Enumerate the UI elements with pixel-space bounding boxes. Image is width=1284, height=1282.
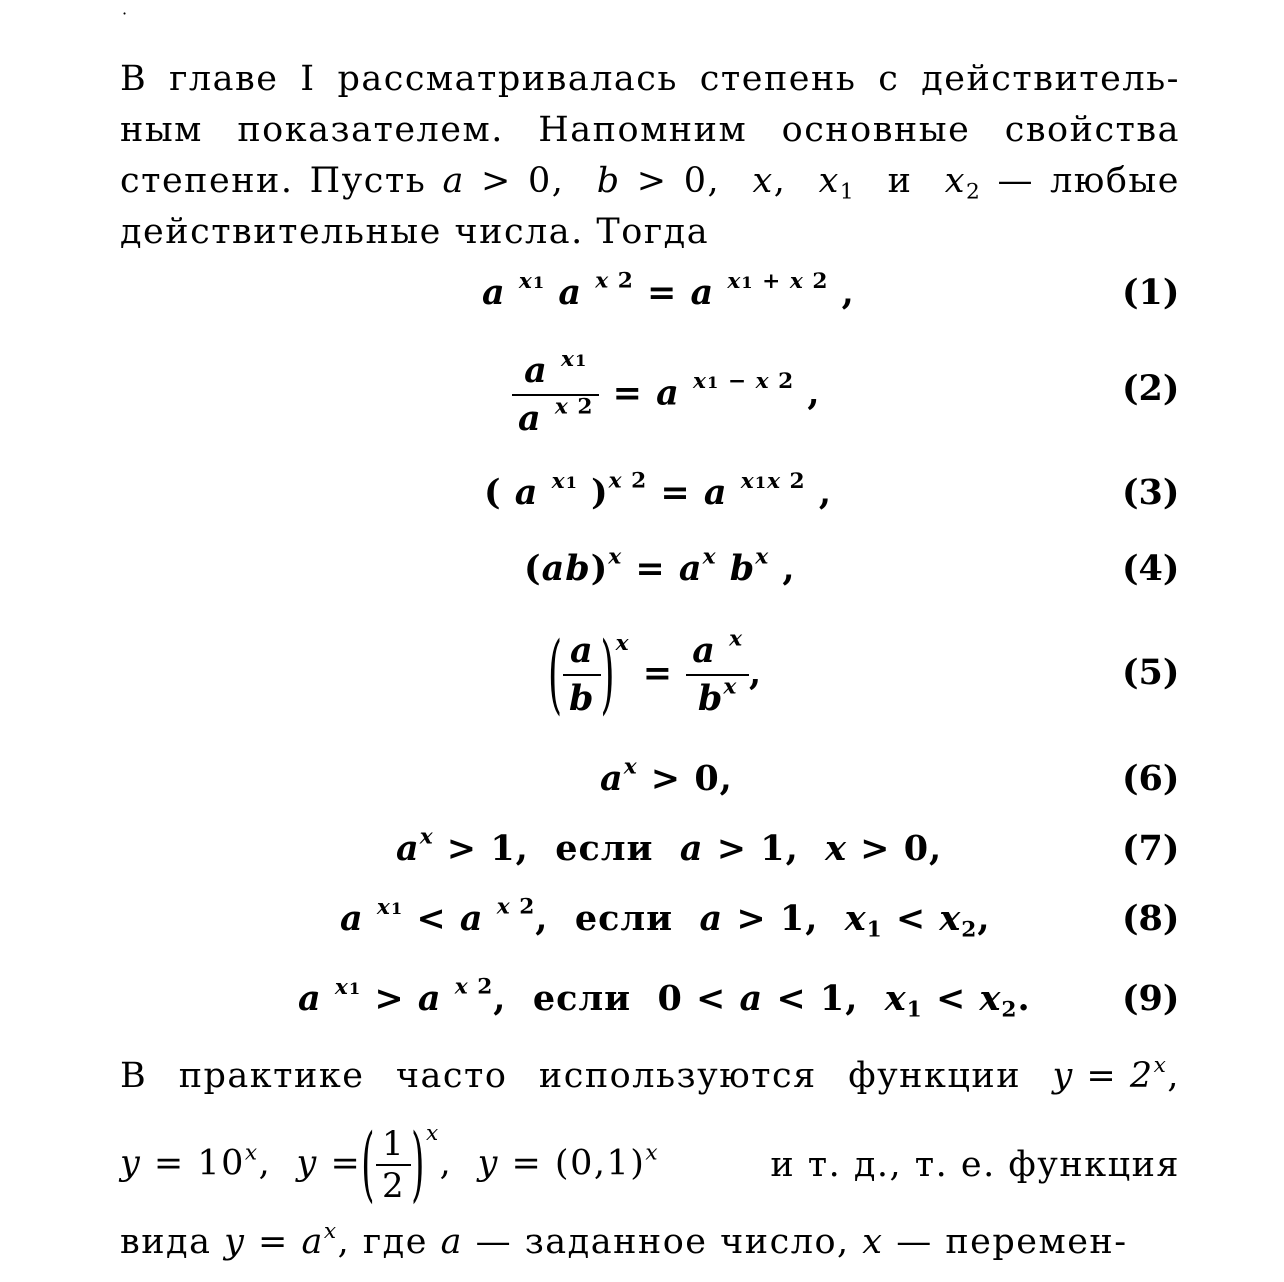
formula-9: a $^{x1}$ > a $^{x 2}$, если 0 < a < 1, x1 < x2. bbox=[298, 974, 1031, 1023]
formula-number-4: (4) bbox=[1122, 548, 1180, 589]
formula-number-9: (9) bbox=[1122, 978, 1180, 1019]
intro-line-2: ным показателем. Напомним основные свойства bbox=[120, 110, 1180, 150]
formula-number-7: (7) bbox=[1122, 828, 1180, 869]
formula-2: $\frac{a ^{x1}}{a ^{x 2}}$ = a $^{x1 - x 2}$ , bbox=[512, 348, 821, 442]
intro-line-1: В главе I рассматривалась степень с действитель- bbox=[120, 59, 1180, 99]
formula-number-6: (6) bbox=[1122, 758, 1180, 799]
formula-4: $(ab)^x = a^x$ $b^x$ , bbox=[524, 544, 796, 589]
formula-1: a $^{x1}$ a $^{x 2}$ = a $^{x1 + x 2}$ , bbox=[482, 268, 855, 313]
stray-dot: · bbox=[122, 4, 128, 23]
formula-6: $a^x > 0$, bbox=[600, 754, 733, 799]
intro-line-3: степени. Пусть a > 0, b > 0, x, $x_1$ и $x_2$ — любые bbox=[120, 161, 1180, 205]
formula-5: ( $\frac{a}{b}$ )$^x$ = $\frac{a ^x}{b^x}$ , bbox=[548, 625, 763, 725]
formula-3: ( a $^{x1}$ )$^{x 2}$ = a $^{x1x 2}$ , bbox=[484, 468, 833, 513]
formula-number-1: (1) bbox=[1122, 272, 1180, 313]
formula-number-3: (3) bbox=[1122, 472, 1180, 513]
outro-line-1: В практике часто используются функции $y = 2^x$, bbox=[120, 1052, 1180, 1096]
outro-line-3: вида $y = a^x$, где a — заданное число, x — перемен- bbox=[120, 1218, 1128, 1262]
formula-number-2: (2) bbox=[1122, 368, 1180, 409]
intro-paragraph bbox=[120, 54, 1180, 258]
formula-7: $a^x > 1$, если a > 1, x > 0, bbox=[396, 824, 943, 869]
formula-8: a $^{x1}$ < a $^{x 2}$, если a > 1, x1 < x2, bbox=[340, 894, 991, 943]
outro-line-2: $y = 10^x$, y =( $\frac{1}{2}$ )$^x$, $y = (0,1)^x$ и т. д., т. е. функция bbox=[120, 1117, 1180, 1213]
formula-number-5: (5) bbox=[1122, 652, 1180, 693]
formula-number-8: (8) bbox=[1122, 898, 1180, 939]
intro-line-4: действительные числа. Тогда bbox=[120, 212, 710, 252]
